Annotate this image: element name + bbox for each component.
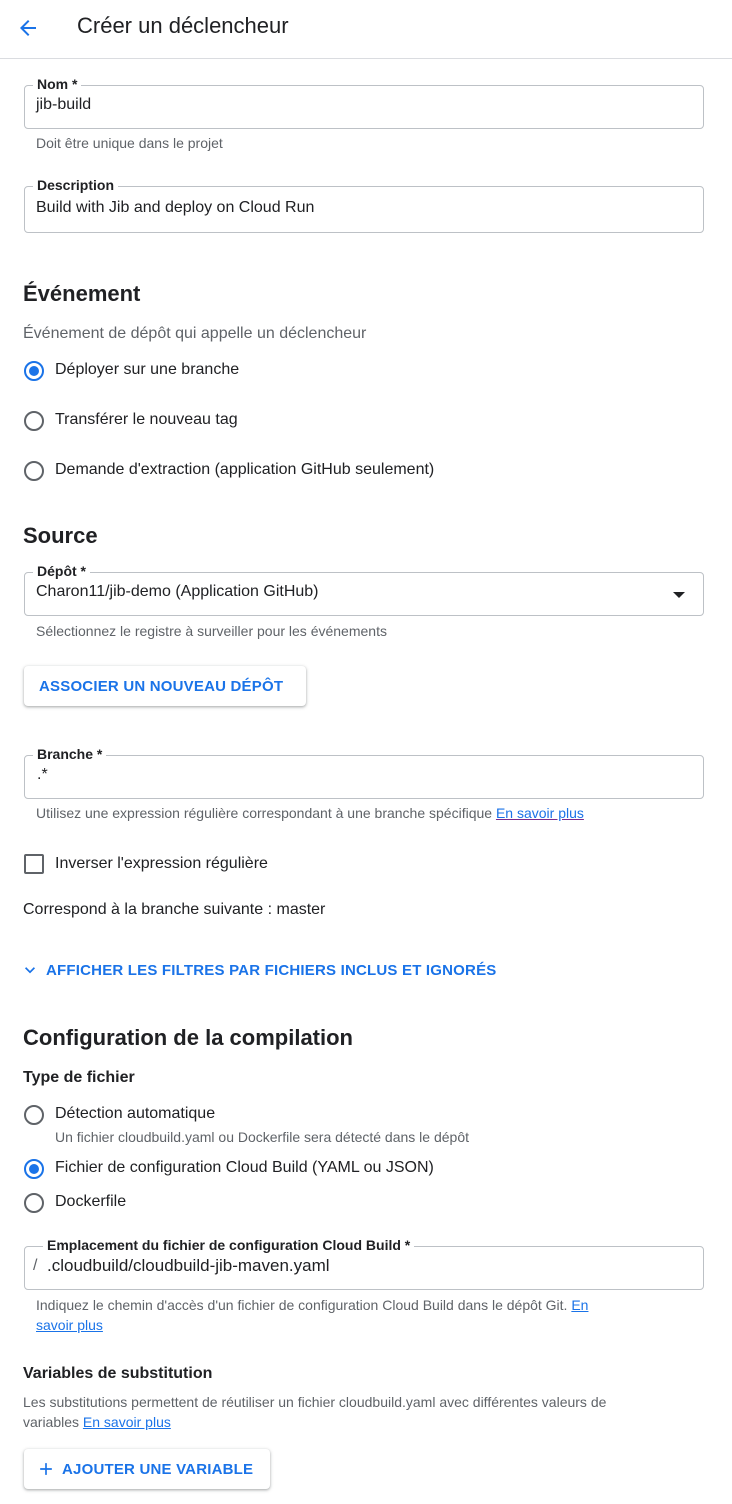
- branch-match-text: Correspond à la branche suivante : master: [23, 901, 326, 918]
- substitutions-text-variables: variables: [23, 1414, 80, 1430]
- name-hint: Doit être unique dans le projet: [36, 135, 223, 151]
- radio-pull-request[interactable]: [24, 461, 44, 481]
- substitutions-learn-more-link[interactable]: En savoir plus: [82, 1414, 171, 1430]
- radio-dockerfile[interactable]: [24, 1193, 44, 1213]
- radio-push-tag[interactable]: [24, 411, 44, 431]
- branch-hint-text: Utilisez une expression régulière correspondant à une branche spécifique: [36, 805, 493, 821]
- show-file-filters-button[interactable]: [20, 960, 497, 980]
- plus-icon: [36, 1459, 56, 1479]
- description-input[interactable]: Build with Jib and deploy on Cloud Run: [36, 199, 315, 216]
- arrow-back-icon: [16, 16, 40, 40]
- radio-push-tag-label[interactable]: Transférer le nouveau tag: [55, 411, 238, 428]
- repository-hint: Sélectionnez le registre à surveiller pour les événements: [36, 623, 387, 639]
- radio-cloudbuild-config[interactable]: [24, 1159, 44, 1179]
- add-variable-label: AJOUTER UNE VARIABLE: [62, 1460, 254, 1478]
- radio-autodetect-sub: Un fichier cloudbuild.yaml ou Dockerfile sera détecté dans le dépôt: [55, 1129, 470, 1145]
- back-button[interactable]: [10, 10, 46, 46]
- chevron-down-icon: [20, 960, 40, 980]
- top-bar: [0, 0, 732, 59]
- branch-field[interactable]: [24, 746, 704, 799]
- branch-learn-more-link[interactable]: En savoir plus: [495, 805, 584, 821]
- show-file-filters-label: AFFICHER LES FILTRES PAR FICHIERS INCLUS ET IGNORÉS: [46, 961, 497, 979]
- config-learn-more-link-part1[interactable]: En: [571, 1297, 589, 1313]
- substitutions-text-line1: Les substitutions permettent de réutiliser un fichier cloudbuild.yaml avec différentes valeurs de: [23, 1394, 607, 1410]
- name-field[interactable]: [24, 76, 704, 129]
- branch-hint: [36, 803, 584, 823]
- description-field[interactable]: [24, 177, 704, 233]
- add-variable-button[interactable]: [24, 1449, 270, 1489]
- radio-push-branch-label[interactable]: Déployer sur une branche: [55, 361, 240, 378]
- invert-regex-checkbox[interactable]: [24, 854, 44, 874]
- config-location-hint: [36, 1295, 588, 1315]
- file-type-label: Type de fichier: [23, 1069, 135, 1086]
- radio-push-branch[interactable]: [24, 361, 44, 381]
- connect-repository-button[interactable]: ASSOCIER UN NOUVEAU DÉPÔT: [24, 666, 306, 706]
- radio-dockerfile-label[interactable]: Dockerfile: [55, 1193, 127, 1210]
- config-location-label: Emplacement du fichier de configuration Cloud Build *: [43, 1235, 414, 1255]
- branch-field-label: Branche *: [33, 744, 106, 764]
- repository-select[interactable]: [24, 563, 704, 616]
- config-location-input[interactable]: .cloudbuild/cloudbuild-jib-maven.yaml: [47, 1256, 330, 1275]
- description-field-label: Description: [33, 175, 118, 195]
- source-heading: Source: [23, 523, 98, 548]
- page-title: Créer un déclencheur: [77, 13, 289, 38]
- config-location-field[interactable]: [24, 1237, 704, 1290]
- config-location-hint-text: Indiquez le chemin d'accès d'un fichier de configuration Cloud Build dans le dépôt Git.: [36, 1297, 568, 1313]
- substitutions-heading: Variables de substitution: [23, 1365, 213, 1382]
- radio-cloudbuild-config-label[interactable]: Fichier de configuration Cloud Build (YAML ou JSON): [55, 1159, 434, 1176]
- branch-input[interactable]: .*: [37, 766, 48, 783]
- config-learn-more-link-part2[interactable]: savoir plus: [36, 1317, 103, 1333]
- radio-pull-request-label[interactable]: Demande d'extraction (application GitHub seulement): [55, 461, 435, 478]
- repository-selected-value: Charon11/jib-demo (Application GitHub): [36, 583, 319, 600]
- config-location-hint-line2: [36, 1315, 103, 1335]
- event-heading: Événement: [23, 281, 141, 306]
- substitutions-text-line2: [23, 1412, 171, 1432]
- repository-select-label: Dépôt *: [33, 561, 90, 581]
- invert-regex-label[interactable]: Inverser l'expression régulière: [55, 855, 268, 872]
- radio-autodetect[interactable]: [24, 1105, 44, 1125]
- event-subtitle: Événement de dépôt qui appelle un déclencheur: [23, 325, 367, 342]
- dropdown-arrow-icon[interactable]: [673, 592, 685, 598]
- name-input[interactable]: jib-build: [36, 96, 92, 113]
- build-config-heading: Configuration de la compilation: [23, 1025, 353, 1050]
- radio-autodetect-label[interactable]: Détection automatique: [55, 1105, 216, 1122]
- name-field-label: Nom *: [33, 74, 81, 94]
- config-location-prefix: /: [33, 1257, 38, 1274]
